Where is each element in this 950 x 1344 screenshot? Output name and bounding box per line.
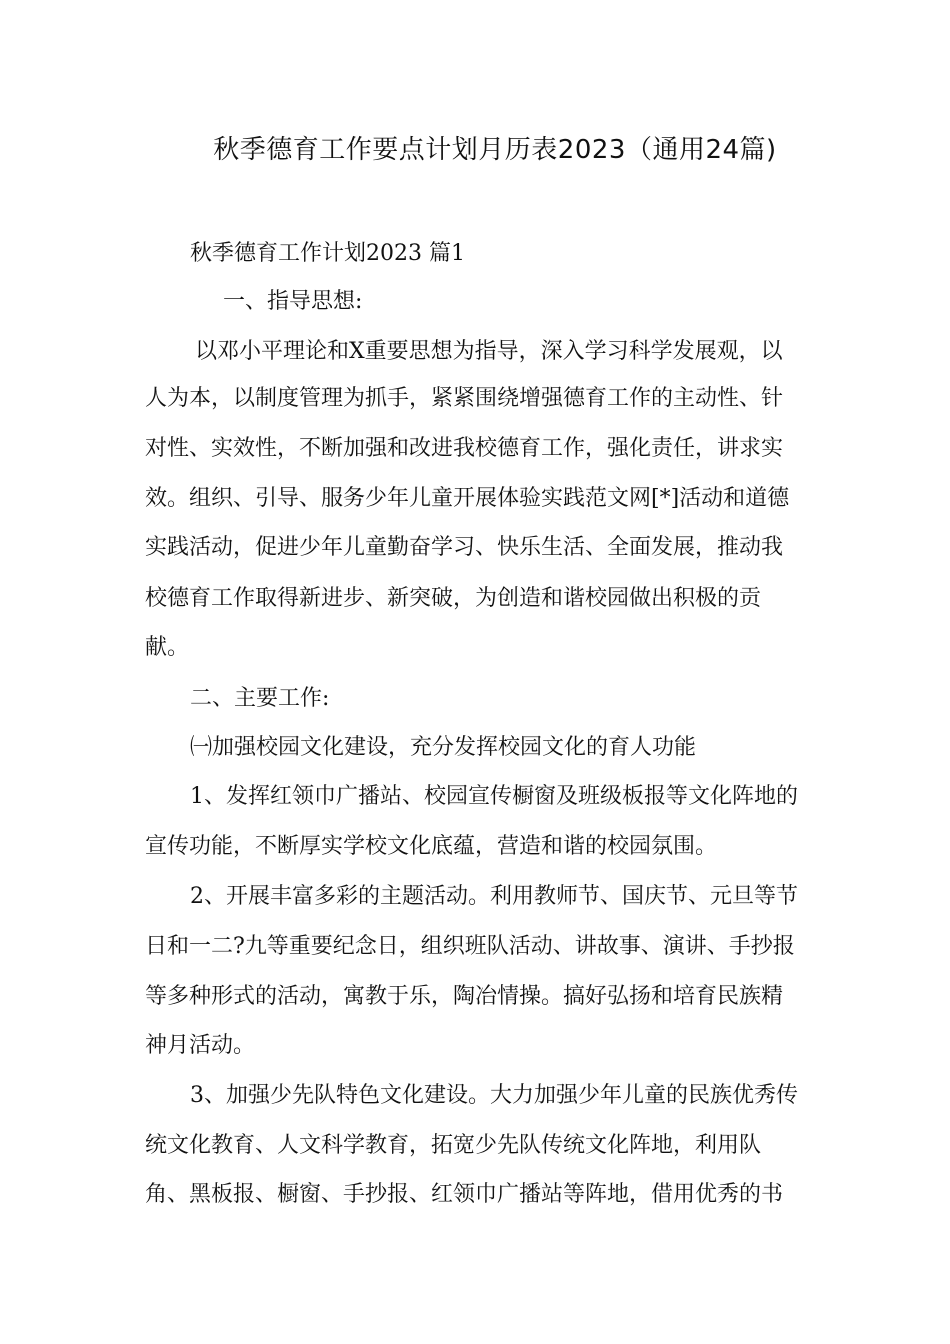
para-1-line-4: 效。组织、引导、服务少年儿童开展体验实践范文网[*]活动和道德 [145, 486, 790, 511]
heading-guiding-ideology: 一、指导思想: [223, 289, 363, 314]
item-2-line-3: 等多种形式的活动，寓教于乐，陶冶情操。搞好弘扬和培育民族精 [145, 984, 784, 1009]
item-2-line-2: 日和一二?九等重要纪念日，组织班队活动、讲故事、演讲、手抄报 [145, 934, 795, 959]
item-2-line-1: 2、开展丰富多彩的主题活动。利用教师节、国庆节、元旦等节 [190, 884, 798, 909]
para-1-line-7: 献。 [145, 635, 190, 660]
heading-main-work: 二、主要工作: [190, 686, 330, 711]
item-1-line-2: 宣传功能，不断厚实学校文化底蕴，营造和谐的校园氛围。 [145, 834, 718, 859]
section-heading: 秋季德育工作计划2023 篇1 [190, 241, 465, 266]
item-1-line-1: 1、发挥红领巾广播站、校园宣传橱窗及班级板报等文化阵地的 [190, 784, 798, 809]
para-1-line-3: 对性、实效性，不断加强和改进我校德育工作，强化责任，讲求实 [145, 436, 784, 461]
para-1-line-5: 实践活动，促进少年儿童勤奋学习、快乐生活、全面发展，推动我 [145, 535, 784, 560]
para-1-line-1: 以邓小平理论和X重要思想为指导，深入学习科学发展观，以 [195, 339, 783, 364]
item-2-line-4: 神月活动。 [145, 1033, 256, 1058]
para-1-line-6: 校德育工作取得新进步、新突破，为创造和谐校园做出积极的贡 [145, 586, 762, 611]
para-1-line-2: 人为本，以制度管理为抓手，紧紧围绕增强德育工作的主动性、针 [145, 386, 784, 411]
sub-heading-campus-culture: ㈠加强校园文化建设，充分发挥校园文化的育人功能 [190, 735, 697, 760]
item-3-line-3: 角、黑板报、橱窗、手抄报、红领巾广播站等阵地，借用优秀的书 [145, 1182, 784, 1207]
item-3-line-1: 3、加强少先队特色文化建设。大力加强少年儿童的民族优秀传 [190, 1083, 798, 1108]
item-3-line-2: 统文化教育、人文科学教育，拓宽少先队传统文化阵地，利用队 [145, 1133, 762, 1158]
document-title: 秋季德育工作要点计划月历表2023（通用24篇) [213, 135, 777, 165]
